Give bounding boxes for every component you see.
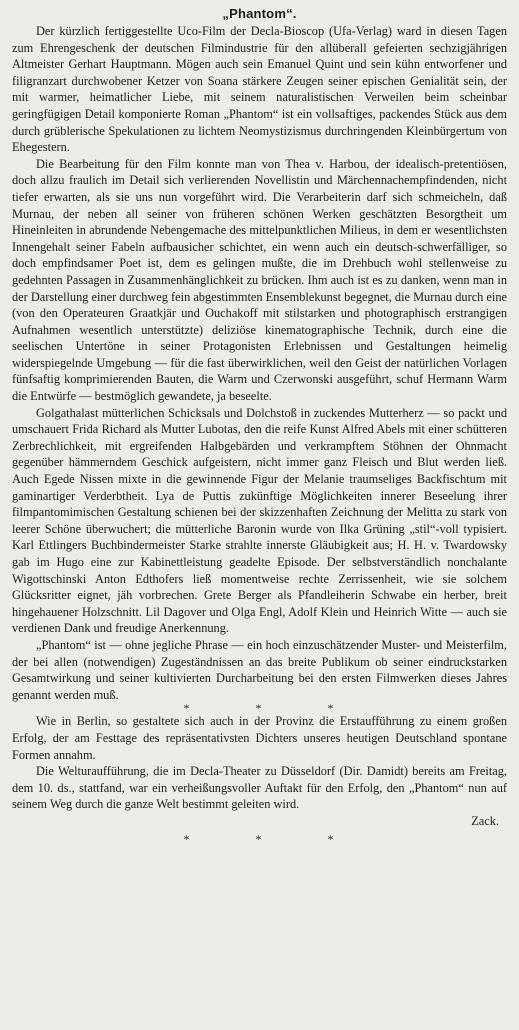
paragraph-adaptation: Die Bearbeitung für den Film konnte man von Thea v. Harbou, der idealisch-pretentiösen, doch allzu fraulich im Detail sich verlierenden Novellistin und Märchennachempfindenden, nicht tiefer erwarten, als sie uns nun vorgeführt wird. Die Verarbeiterin darf sich schmeicheln, daß Murnau, der neben all seiner von früheren schönen Werken geschätzten Besorgtheit um Hineinleiten in abrundende Nebengemache des mittelpunktlichen Milieus, in dem er wesentlichsten Innengehalt seiner Fabeln aufbausicher schichtet, ein wenn auch ein deutsch-schwerfälliger, so doch empfindsamer Poet ist, dem es gelingen mußte, die im Drehbuch wohl stellenweise zu gedehnten Passagen in Zusammenhänglichkeit zu brücken. Ihm auch ist es zu danken, wenn man in der Darstellung einer durchweg fein abgestimmten Ensemblekunst begegnet, die Murnau durch eine (von den Operateuren Graatkjär und Ouchakoff mit stilstarken und photographisch erstrangigen Aufnahmen wesentlich unterstützte) deliziöse kinematographische Technik, durch eine die seelischen Untertöne in seiner Protagonisten Erlebnissen und Gestaltungen heimelig widerspiegelnde Umgebung — für die fast überwirklichen, weil den Geist der natürlichen Vorlagen fünfsaftig komprimierenden Bauten, die Warm und Czerwonski ausgeführt, schuf Hermann Warm die Entwürfe — bestmöglich gewandete, ja beseelte. [12, 156, 507, 404]
paragraph-intro: Der kürzlich fertiggestellte Uco-Film der Decla-Bioscop (Ufa-Verlag) ward in diesen Tagen zum Ehrengeschenk der deutschen Filmindustrie für den allüberall gefeierten sechzigjährigen Altmeister Gerhart Hauptmann. Mögen auch sein Emanuel Quint und sein kühn entworfener und filigranzart durchwobener Ketzer von Soana stärkere Zeugen seiner epischen Genialität sein, der mit warmer, heimatlicher Liebe, mit seinem naturalistischen Verweilen beim scheinbar geringfügigen Detail komponierte Roman „Phantom“ ist ein vollsaftiges, packendes Stück aus dem durch grüblerische Spekulationen zu lichtem Neomystizismus durchringenden Kleinbürgertum von Ehegestern. [12, 24, 507, 155]
separator-star: * [327, 831, 336, 846]
closing-separator [12, 831, 507, 846]
section-separator [12, 701, 507, 716]
paragraph-premiere: Die Welturaufführung, die im Decla-Theater zu Düsseldorf (Dir. Damidt) bereits am Freitag, dem 10. ds., stattfand, war ein verheißungsvoller Auftakt für den Erfolg, den „Phantom“ nun auf seinem Weg durch die ganze Welt bestimmt geleiten wird. [12, 764, 507, 812]
paragraph-province: Wie in Berlin, so gestaltete sich auch in der Provinz die Erstaufführung zu einem großen Erfolg, der am Festtage des repräsentativsten Dichters unseres heutigen Deutschland spontane Formen annahm. [12, 714, 507, 762]
separator-star: * [255, 701, 264, 716]
separator-star: * [183, 701, 192, 716]
author-signature: Zack. [471, 813, 499, 828]
paragraph-cast: Golgathalast mütterlichen Schicksals und Dolchstoß in zuckendes Mutterherz — so packt und umschauert Frida Richard als Mutter Lubotas, den die reife Kunst Alfred Abels mit einer schütteren Zerbrechlichkeit, mit ergreifenden Halbgebärden und verkrampftem Stöhnen der Ohnmacht gegenüber hämmerndem Geschick aufgeistern, nicht immer ganz Fleisch und Blut werden ließ. Auch Egede Nissen mixte in die gewinnende Figur der Melanie traumseliges Backfischtum mit gaminartiger Verderbtheit. Lya de Puttis zukünftige Möglichkeiten innerer Beseelung ihrer filmpantomimischen Gestaltung schienen bei der skizzenhaften Zeichnung der Melitta zu stark von leerer Schöne überwuchert; die mütterliche Baronin wurde von Ilka Grüning „stil“-voll typisiert. Karl Ettlingers Buchbindermeister Starke strahlte innerste Gläubigkeit aus; H. H. v. Twardowsky gab im Hugo eine zur Kabinettleistung geadelte Episode. Der selbstverständlich nonchalante Wigottschinski Anton Edthofers ließ momentweise rechte Zerrissenheit, wie sie solchem Glücksritter eignet, jäh vorbrechen. Grete Berger als Pfandleiherin Schwabe ein herber, breit hingehauener Holzschnitt. Lil Dagover und Olga Engl, Adolf Klein und Heinrich Witte — auch sie verdienen Dank und freudige Anerkennung. [12, 405, 507, 636]
separator-star: * [327, 701, 336, 716]
separator-star: * [255, 831, 264, 846]
paragraph-verdict: „Phantom“ ist — ohne jegliche Phrase — ein hoch einzuschätzender Muster- und Meisterfilm, der bei allen (notwendigen) Zugeständnissen an das breite Publikum ob seiner eindruckstarken Gesamtwirkung und seiner kultivierten Durcharbeitung bei den ersten Filmwerken dieses Jahres genannt werden muß. [12, 637, 507, 702]
separator-star: * [183, 831, 192, 846]
article-title: „Phantom“. [222, 6, 297, 21]
